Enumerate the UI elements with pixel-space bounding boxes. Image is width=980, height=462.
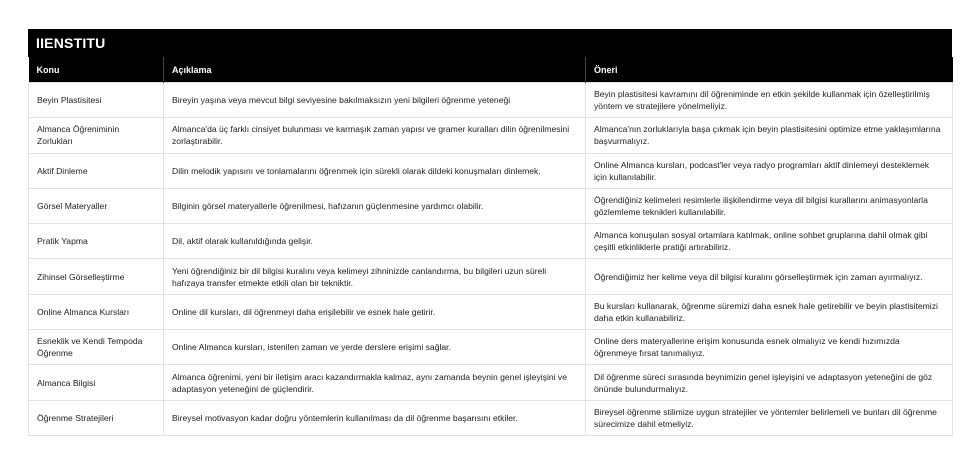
cell-aciklama: Bireysel motivasyon kadar doğru yöntemlerin kullanılması da dil öğrenme başarısını etkiler. bbox=[164, 400, 586, 435]
cell-oneri: Dil öğrenme süreci sırasında beynimizin genel işleyişini ve adaptasyon yeteneğini de göz önünde bulundurmalıyız. bbox=[586, 365, 953, 400]
cell-aciklama: Online dil kursları, dil öğrenmeyi daha erişilebilir ve esnek hale getirir. bbox=[164, 294, 586, 329]
table-row bbox=[29, 188, 953, 223]
cell-oneri: Bireysel öğrenme stilimize uygun stratejiler ve yöntemler belirlemeli ve bunları dil öğrenme sürecimize dahil etmeliyiz. bbox=[586, 400, 953, 435]
cell-aciklama: Dil, aktif olarak kullanıldığında gelişir. bbox=[164, 224, 586, 259]
cell-konu: Öğrenme Stratejileri bbox=[29, 400, 164, 435]
cell-aciklama: Dilin melodik yapısını ve tonlamalarını öğrenmek için sürekli olarak dildeki konuşmaları dinlemek. bbox=[164, 153, 586, 188]
table-row bbox=[29, 83, 953, 118]
cell-konu: Pratik Yapma bbox=[29, 224, 164, 259]
cell-oneri: Beyin plastisitesi kavramını dil öğreniminde en etkin şekilde kullanmak için özelleştirilmiş yöntem ve stratejilere yönelmeliyiz. bbox=[586, 83, 953, 118]
cell-aciklama: Online Almanca kursları, istenilen zaman ve yerde derslere erişimi sağlar. bbox=[164, 330, 586, 365]
cell-konu: Zihinsel Görselleştirme bbox=[29, 259, 164, 294]
header-konu: Konu bbox=[29, 57, 164, 83]
cell-konu: Esneklik ve Kendi Tempoda Öğrenme bbox=[29, 330, 164, 365]
brand-title: IIENSTITU bbox=[28, 29, 952, 57]
table-row bbox=[29, 224, 953, 259]
cell-oneri: Online Almanca kursları, podcast'ler veya radyo programları aktif dinlemeyi desteklemek için kullanılabilir. bbox=[586, 153, 953, 188]
cell-oneri: Öğrendiğimiz her kelime veya dil bilgisi kuralını görselleştirmek için zaman ayırmalıyız. bbox=[586, 259, 953, 294]
header-aciklama: Açıklama bbox=[164, 57, 586, 83]
cell-oneri: Almanca'nın zorluklarıyla başa çıkmak için beyin plastisitesini optimize etme yaklaşımlarına başvurmalıyız. bbox=[586, 118, 953, 153]
cell-oneri: Bu kursları kullanarak, öğrenme süremizi daha esnek hale getirebilir ve beyin plastisitemizi daha etkin kullanabiliriz. bbox=[586, 294, 953, 329]
cell-aciklama: Almanca'da üç farklı cinsiyet bulunması ve karmaşık zaman yapısı ve gramer kuralları dilin öğrenilmesini zorlaştırabilir. bbox=[164, 118, 586, 153]
cell-aciklama: Bilginin görsel materyallerle öğrenilmesi, hafızanın güçlenmesine yardımcı olabilir. bbox=[164, 188, 586, 223]
content-table bbox=[28, 57, 953, 436]
cell-konu: Almanca Öğreniminin Zorlukları bbox=[29, 118, 164, 153]
table-row bbox=[29, 330, 953, 365]
cell-konu: Online Almanca Kursları bbox=[29, 294, 164, 329]
table-row bbox=[29, 400, 953, 435]
cell-konu: Almanca Bilgisi bbox=[29, 365, 164, 400]
cell-konu: Beyin Plastisitesi bbox=[29, 83, 164, 118]
cell-oneri: Online ders materyallerine erişim konusunda esnek olmalıyız ve kendi hızımızda öğrenmeye fırsat tanımalıyız. bbox=[586, 330, 953, 365]
table-row bbox=[29, 118, 953, 153]
header-oneri: Öneri bbox=[586, 57, 953, 83]
cell-oneri: Almanca konuşulan sosyal ortamlara katılmak, online sohbet gruplarına dahil olmak gibi çeşitli etkinliklerle pratiği artırabiliriz. bbox=[586, 224, 953, 259]
cell-konu: Görsel Materyaller bbox=[29, 188, 164, 223]
table-row bbox=[29, 365, 953, 400]
table-container bbox=[28, 29, 952, 436]
table-row bbox=[29, 294, 953, 329]
cell-konu: Aktif Dinleme bbox=[29, 153, 164, 188]
cell-aciklama: Yeni öğrendiğiniz bir dil bilgisi kuralını veya kelimeyi zihninizde canlandırma, bu bilgileri uzun süreli hafızaya transfer etmekte etkili olan bir tekniktir. bbox=[164, 259, 586, 294]
table-row bbox=[29, 153, 953, 188]
header-row bbox=[29, 57, 953, 83]
table-row bbox=[29, 259, 953, 294]
cell-oneri: Öğrendiğiniz kelimeleri resimlerle ilişkilendirme veya dil bilgisi kurallarını animasyonlarla gözlemleme teknikleri kullanılabilir. bbox=[586, 188, 953, 223]
cell-aciklama: Bireyin yaşına veya mevcut bilgi seviyesine bakılmaksızın yeni bilgileri öğrenme yeteneği bbox=[164, 83, 586, 118]
cell-aciklama: Almanca öğrenimi, yeni bir iletişim aracı kazandırmakla kalmaz, aynı zamanda beynin genel işleyişini ve adaptasyon yeteneğini de güçlendirir. bbox=[164, 365, 586, 400]
